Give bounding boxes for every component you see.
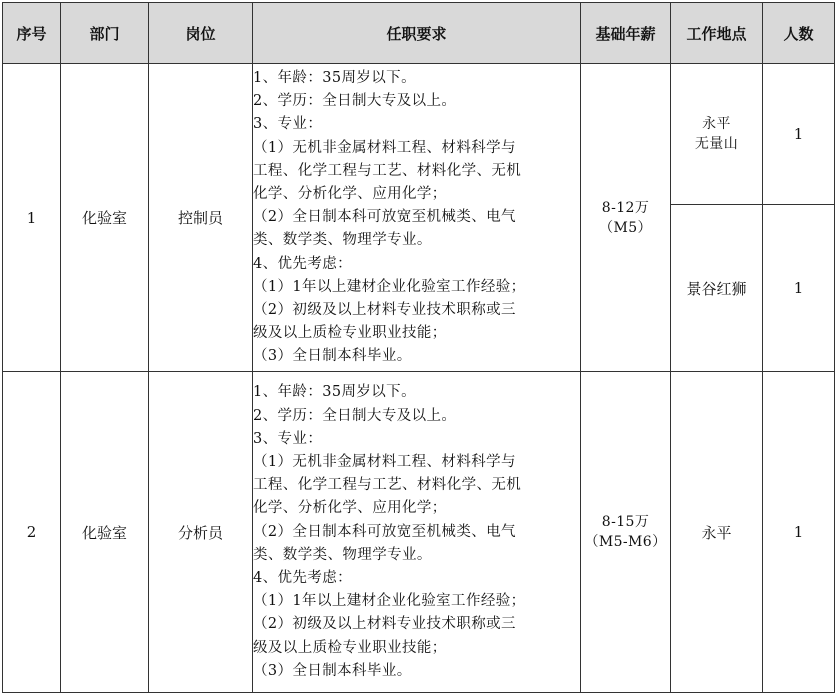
job-table xyxy=(2,2,835,693)
row-requirements xyxy=(253,64,581,372)
row-salary xyxy=(581,64,671,372)
row-location: 永平 xyxy=(671,372,763,693)
row-dept: 化验室 xyxy=(61,372,149,693)
header-headcount: 人数 xyxy=(763,3,835,64)
salary-grade: （M5-M6） xyxy=(584,534,667,551)
row-position: 控制员 xyxy=(149,64,253,372)
location-line: 永平 xyxy=(702,116,731,133)
requirement-line: 2、学历：全日制大专及以上。 xyxy=(253,407,457,424)
row-seq: 1 xyxy=(3,64,61,372)
salary-range: 8-12万 xyxy=(601,199,650,216)
header-requirements: 任职要求 xyxy=(253,3,581,64)
requirement-line: （3）全日制本科毕业。 xyxy=(253,662,412,679)
requirement-line: 类、数学类、物理学专业。 xyxy=(253,232,432,249)
row-position: 分析员 xyxy=(149,372,253,693)
row-seq: 2 xyxy=(3,372,61,693)
requirement-line: （3）全日制本科毕业。 xyxy=(253,348,412,365)
requirement-line: 4、优先考虑： xyxy=(253,255,353,272)
requirement-line: 类、数学类、物理学专业。 xyxy=(253,546,432,563)
requirement-line: 工程、化学工程与工艺、材料化学、无机 xyxy=(253,162,522,179)
row-headcount: 1 xyxy=(763,205,835,372)
row-headcount: 1 xyxy=(763,372,835,693)
requirement-line: 1、年龄：35周岁以下。 xyxy=(253,384,416,401)
table-row xyxy=(3,372,835,693)
row-headcount: 1 xyxy=(763,64,835,205)
requirement-line: 3、专业： xyxy=(253,430,323,447)
requirement-line: 化学、分析化学、应用化学； xyxy=(253,500,447,517)
row-location: 景谷红狮 xyxy=(671,205,763,372)
row-salary xyxy=(581,372,671,693)
requirement-line: （2）初级及以上材料专业技术职称或三 xyxy=(253,301,516,318)
requirement-line: 1、年龄：35周岁以下。 xyxy=(253,69,416,86)
location-line: 无量山 xyxy=(694,136,739,153)
requirement-line: （1）无机非金属材料工程、材料科学与 xyxy=(253,454,516,470)
row-dept: 化验室 xyxy=(61,64,149,372)
requirement-line: 级及以上质检专业职业技能； xyxy=(253,325,447,342)
header-row xyxy=(3,3,835,64)
requirement-line: （1）1年以上建材企业化验室工作经验； xyxy=(253,593,526,610)
header-location: 工作地点 xyxy=(671,3,763,64)
header-seq: 序号 xyxy=(3,3,61,64)
requirement-line: （1）无机非金属材料工程、材料科学与 xyxy=(253,139,516,156)
header-salary: 基础年薪 xyxy=(581,3,671,64)
requirement-line: 化学、分析化学、应用化学； xyxy=(253,185,447,202)
requirement-line: 级及以上质检专业职业技能； xyxy=(253,639,447,656)
salary-grade: （M5） xyxy=(599,219,652,236)
header-position: 岗位 xyxy=(149,3,253,64)
row-requirements xyxy=(253,372,581,693)
row-location xyxy=(671,64,763,205)
requirement-line: （2）全日制本科可放宽至机械类、电气 xyxy=(253,209,516,226)
requirement-line: （1）1年以上建材企业化验室工作经验； xyxy=(253,278,526,295)
salary-range: 8-15万 xyxy=(601,514,650,531)
requirement-line: 3、专业： xyxy=(253,116,323,133)
requirement-line: 2、学历：全日制大专及以上。 xyxy=(253,93,457,110)
header-dept: 部门 xyxy=(61,3,149,64)
table-row xyxy=(3,64,835,205)
requirement-line: 4、优先考虑： xyxy=(253,570,353,587)
requirement-line: （2）初级及以上材料专业技术职称或三 xyxy=(253,616,516,633)
requirement-line: （2）全日制本科可放宽至机械类、电气 xyxy=(253,523,516,540)
requirement-line: 工程、化学工程与工艺、材料化学、无机 xyxy=(253,477,522,494)
